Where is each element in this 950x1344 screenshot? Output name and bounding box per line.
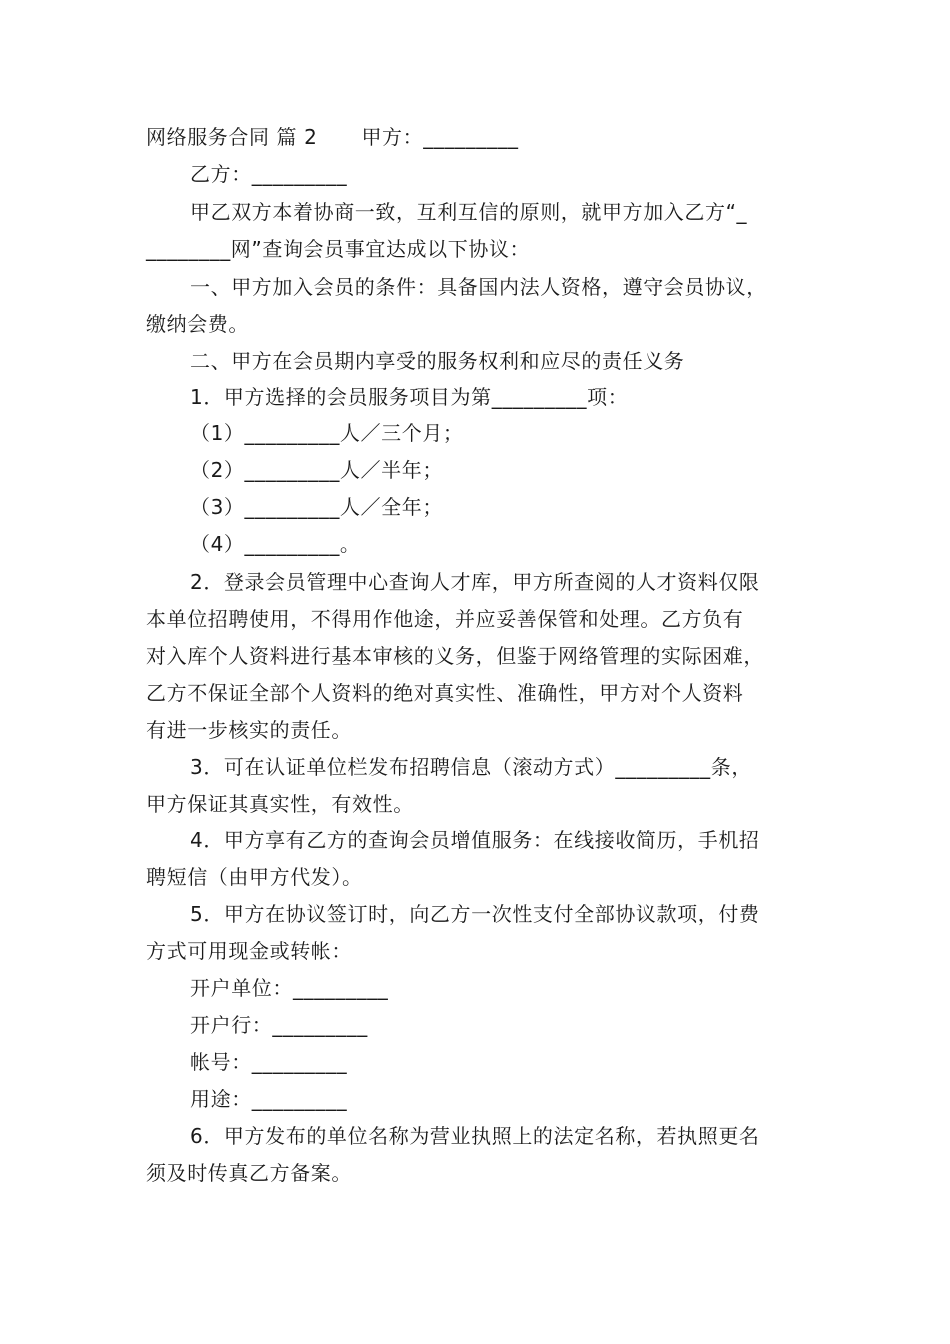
clause-1-option-1: （1）_________人／三个月；	[190, 421, 464, 445]
clause-6-line-2: 须及时传真乙方备案。	[146, 1161, 352, 1185]
clause-3-line-2: 甲方保证其真实性，有效性。	[146, 792, 414, 816]
bank-name-field: 开户行：_________	[190, 1013, 368, 1037]
bank-unit-field: 开户单位：_________	[190, 976, 389, 1000]
section-1-line-1: 一、甲方加入会员的条件：具备国内法人资格，遵守会员协议，	[190, 275, 767, 299]
clause-1-option-3: （3）_________人／全年；	[190, 495, 443, 519]
section-1-line-2: 缴纳会费。	[146, 312, 249, 336]
section-2-title: 二、甲方在会员期内享受的服务权利和应尽的责任义务	[190, 349, 685, 373]
document-heading: 网络服务合同 篇 2	[146, 125, 318, 149]
purpose-field: 用途：_________	[190, 1087, 348, 1111]
clause-4-line-1: 4．甲方享有乙方的查询会员增值服务：在线接收简历，手机招	[190, 828, 760, 852]
clause-1-option-4: （4）_________。	[190, 532, 361, 556]
title-line	[146, 124, 519, 150]
clause-5-line-1: 5．甲方在协议签订时，向乙方一次性支付全部协议款项，付费	[190, 902, 760, 926]
party-a-field: 甲方：_________	[361, 125, 519, 149]
clause-6-line-1: 6．甲方发布的单位名称为营业执照上的法定名称，若执照更名	[190, 1124, 760, 1148]
account-field: 帐号：_________	[190, 1050, 348, 1074]
clause-2-line-1: 2．登录会员管理中心查询人才库，甲方所查阅的人才资料仅限	[190, 570, 760, 594]
clause-3-line-1: 3．可在认证单位栏发布招聘信息（滚动方式）_________条，	[190, 755, 752, 779]
clause-4-line-2: 聘短信（由甲方代发）。	[146, 865, 363, 889]
clause-1: 1．甲方选择的会员服务项目为第_________项：	[190, 385, 629, 409]
clause-5-line-2: 方式可用现金或转帐：	[146, 939, 352, 963]
clause-2-line-3: 对入库个人资料进行基本审核的义务，但鉴于网络管理的实际困难，	[146, 644, 764, 668]
clause-2-line-2: 本单位招聘使用，不得用作他途，并应妥善保管和处理。乙方负有	[146, 607, 744, 631]
intro-paragraph-line-1: 甲乙双方本着协商一致，互利互信的原则，就甲方加入乙方“_	[190, 200, 748, 224]
clause-2-line-5: 有进一步核实的责任。	[146, 718, 352, 742]
clause-1-option-2: （2）_________人／半年；	[190, 458, 443, 482]
intro-paragraph-line-2: ________网”查询会员事宜达成以下协议：	[146, 237, 531, 261]
clause-2-line-4: 乙方不保证全部个人资料的绝对真实性、准确性，甲方对个人资料	[146, 681, 744, 705]
party-b-field: 乙方：_________	[190, 162, 348, 186]
